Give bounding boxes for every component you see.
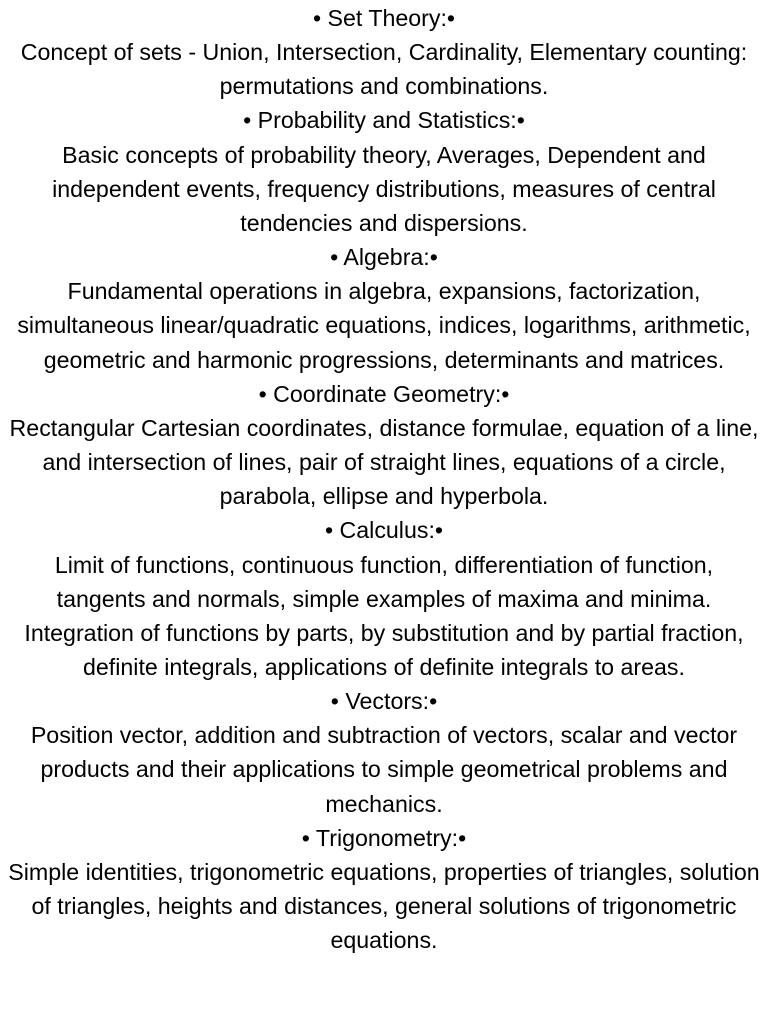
- section-probability-statistics: [8, 103, 760, 240]
- section-set-theory: [8, 1, 760, 103]
- section-algebra: [8, 240, 760, 377]
- section-heading: • Probability and Statistics:•: [243, 107, 525, 134]
- section-trigonometry: [8, 821, 760, 958]
- section-calculus: [8, 513, 760, 684]
- section-description: Limit of functions, continuous function, differentiation of function, tangents and normals, simple examples of maxima and minima. Integration of functions by parts, by substitution and by partial fraction, definite integrals, applications of definite integrals to areas.: [24, 551, 744, 680]
- section-description: Simple identities, trigonometric equations, properties of triangles, solution of triangles, heights and distances, general solutions of trigonometric equations.: [8, 858, 760, 954]
- section-heading: • Algebra:•: [330, 244, 438, 271]
- section-description: Rectangular Cartesian coordinates, distance formulae, equation of a line, and intersection of lines, pair of straight lines, equations of a circle, parabola, ellipse and hyperbola.: [9, 414, 759, 510]
- section-heading: • Set Theory:•: [312, 5, 456, 31]
- section-heading: • Coordinate Geometry:•: [258, 380, 510, 407]
- section-vectors: [8, 684, 760, 821]
- section-heading: • Calculus:•: [324, 517, 444, 544]
- section-heading: • Vectors:•: [330, 688, 438, 715]
- section-heading: • Trigonometry:•: [301, 824, 467, 851]
- section-description: Concept of sets - Union, Intersection, Cardinality, Elementary counting: permutations and combinations.: [20, 39, 748, 100]
- section-coordinate-geometry: [8, 377, 760, 514]
- section-description: Fundamental operations in algebra, expansions, factorization, simultaneous linear/quadratic equations, indices, logarithms, arithmetic, geometric and harmonic progressions, determinants and matrices.: [17, 278, 751, 373]
- section-description: Position vector, addition and subtraction of vectors, scalar and vector products and their applications to simple geometrical problems and mechanics.: [30, 722, 738, 817]
- section-description: Basic concepts of probability theory, Averages, Dependent and independent events, frequency distributions, measures of central tendencies and dispersions.: [52, 141, 716, 236]
